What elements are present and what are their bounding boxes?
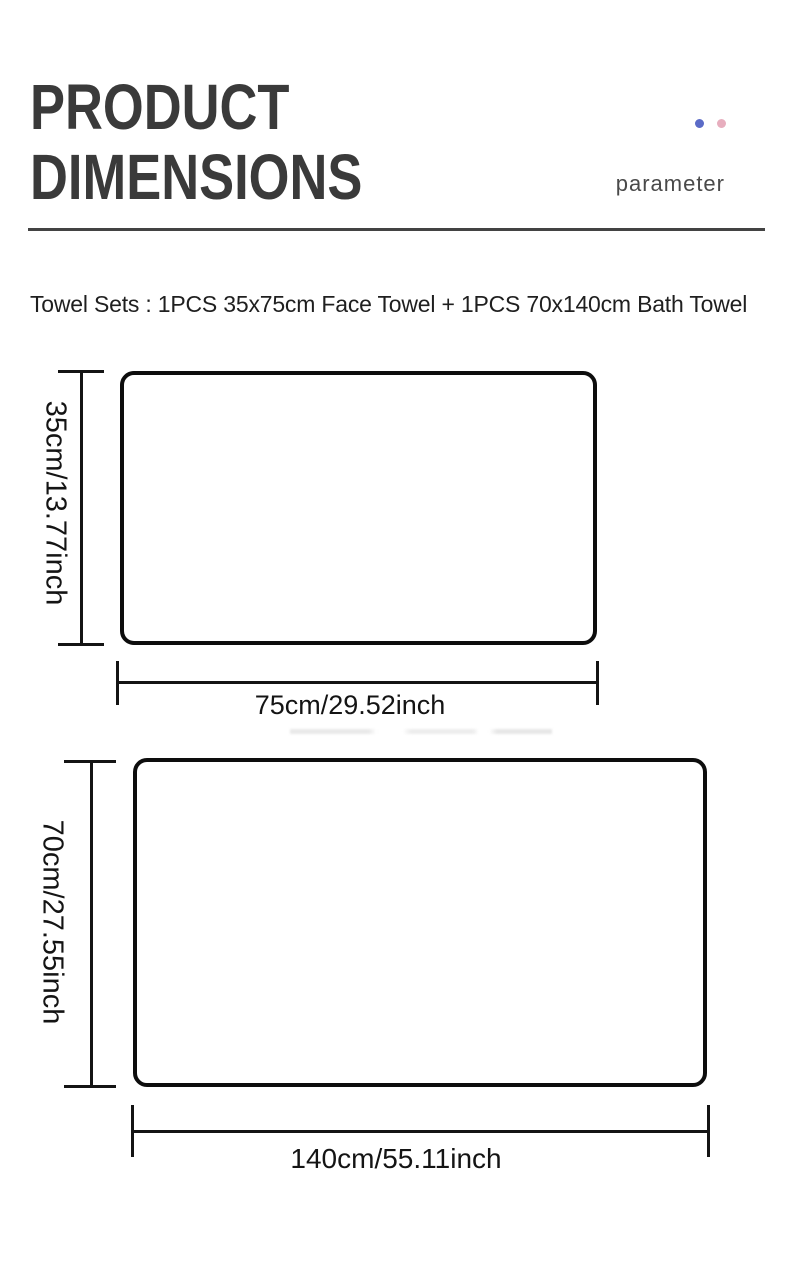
towel-set-description: Towel Sets : 1PCS 35x75cm Face Towel + 1PCS 70x140cm Bath Towel [30, 291, 748, 317]
face-towel-hmeasure-right-cap [596, 661, 599, 705]
header-divider [28, 228, 765, 231]
face-towel-height-label: 35cm/13.77inch [39, 400, 72, 606]
decorative-dots [695, 115, 726, 133]
face-towel-outline [120, 371, 597, 645]
bath-towel-height-label: 70cm/27.55inch [36, 819, 69, 1025]
bath-towel-hmeasure-line [132, 1130, 709, 1133]
bath-towel-width-label: 140cm/55.11inch [290, 1143, 502, 1174]
face-towel-hmeasure-line [117, 681, 598, 684]
face-towel-vmeasure-line [80, 371, 83, 645]
blue-dot-icon [695, 119, 704, 128]
face-towel-vmeasure-bottom-cap [58, 643, 104, 646]
bath-towel-outline [133, 758, 707, 1087]
page-title-line1: PRODUCT [30, 71, 290, 143]
pink-dot-icon [717, 119, 726, 128]
parameter-label: parameter [615, 171, 725, 196]
bath-towel-hmeasure-right-cap [707, 1105, 710, 1157]
page-title [30, 72, 435, 212]
page-title-line2: DIMENSIONS [30, 141, 363, 213]
faint-watermark-remnant [290, 729, 552, 734]
bath-towel-vmeasure-bottom-cap [64, 1085, 116, 1088]
face-towel-width-label: 75cm/29.52inch [254, 690, 446, 720]
bath-towel-vmeasure-line [90, 761, 93, 1087]
